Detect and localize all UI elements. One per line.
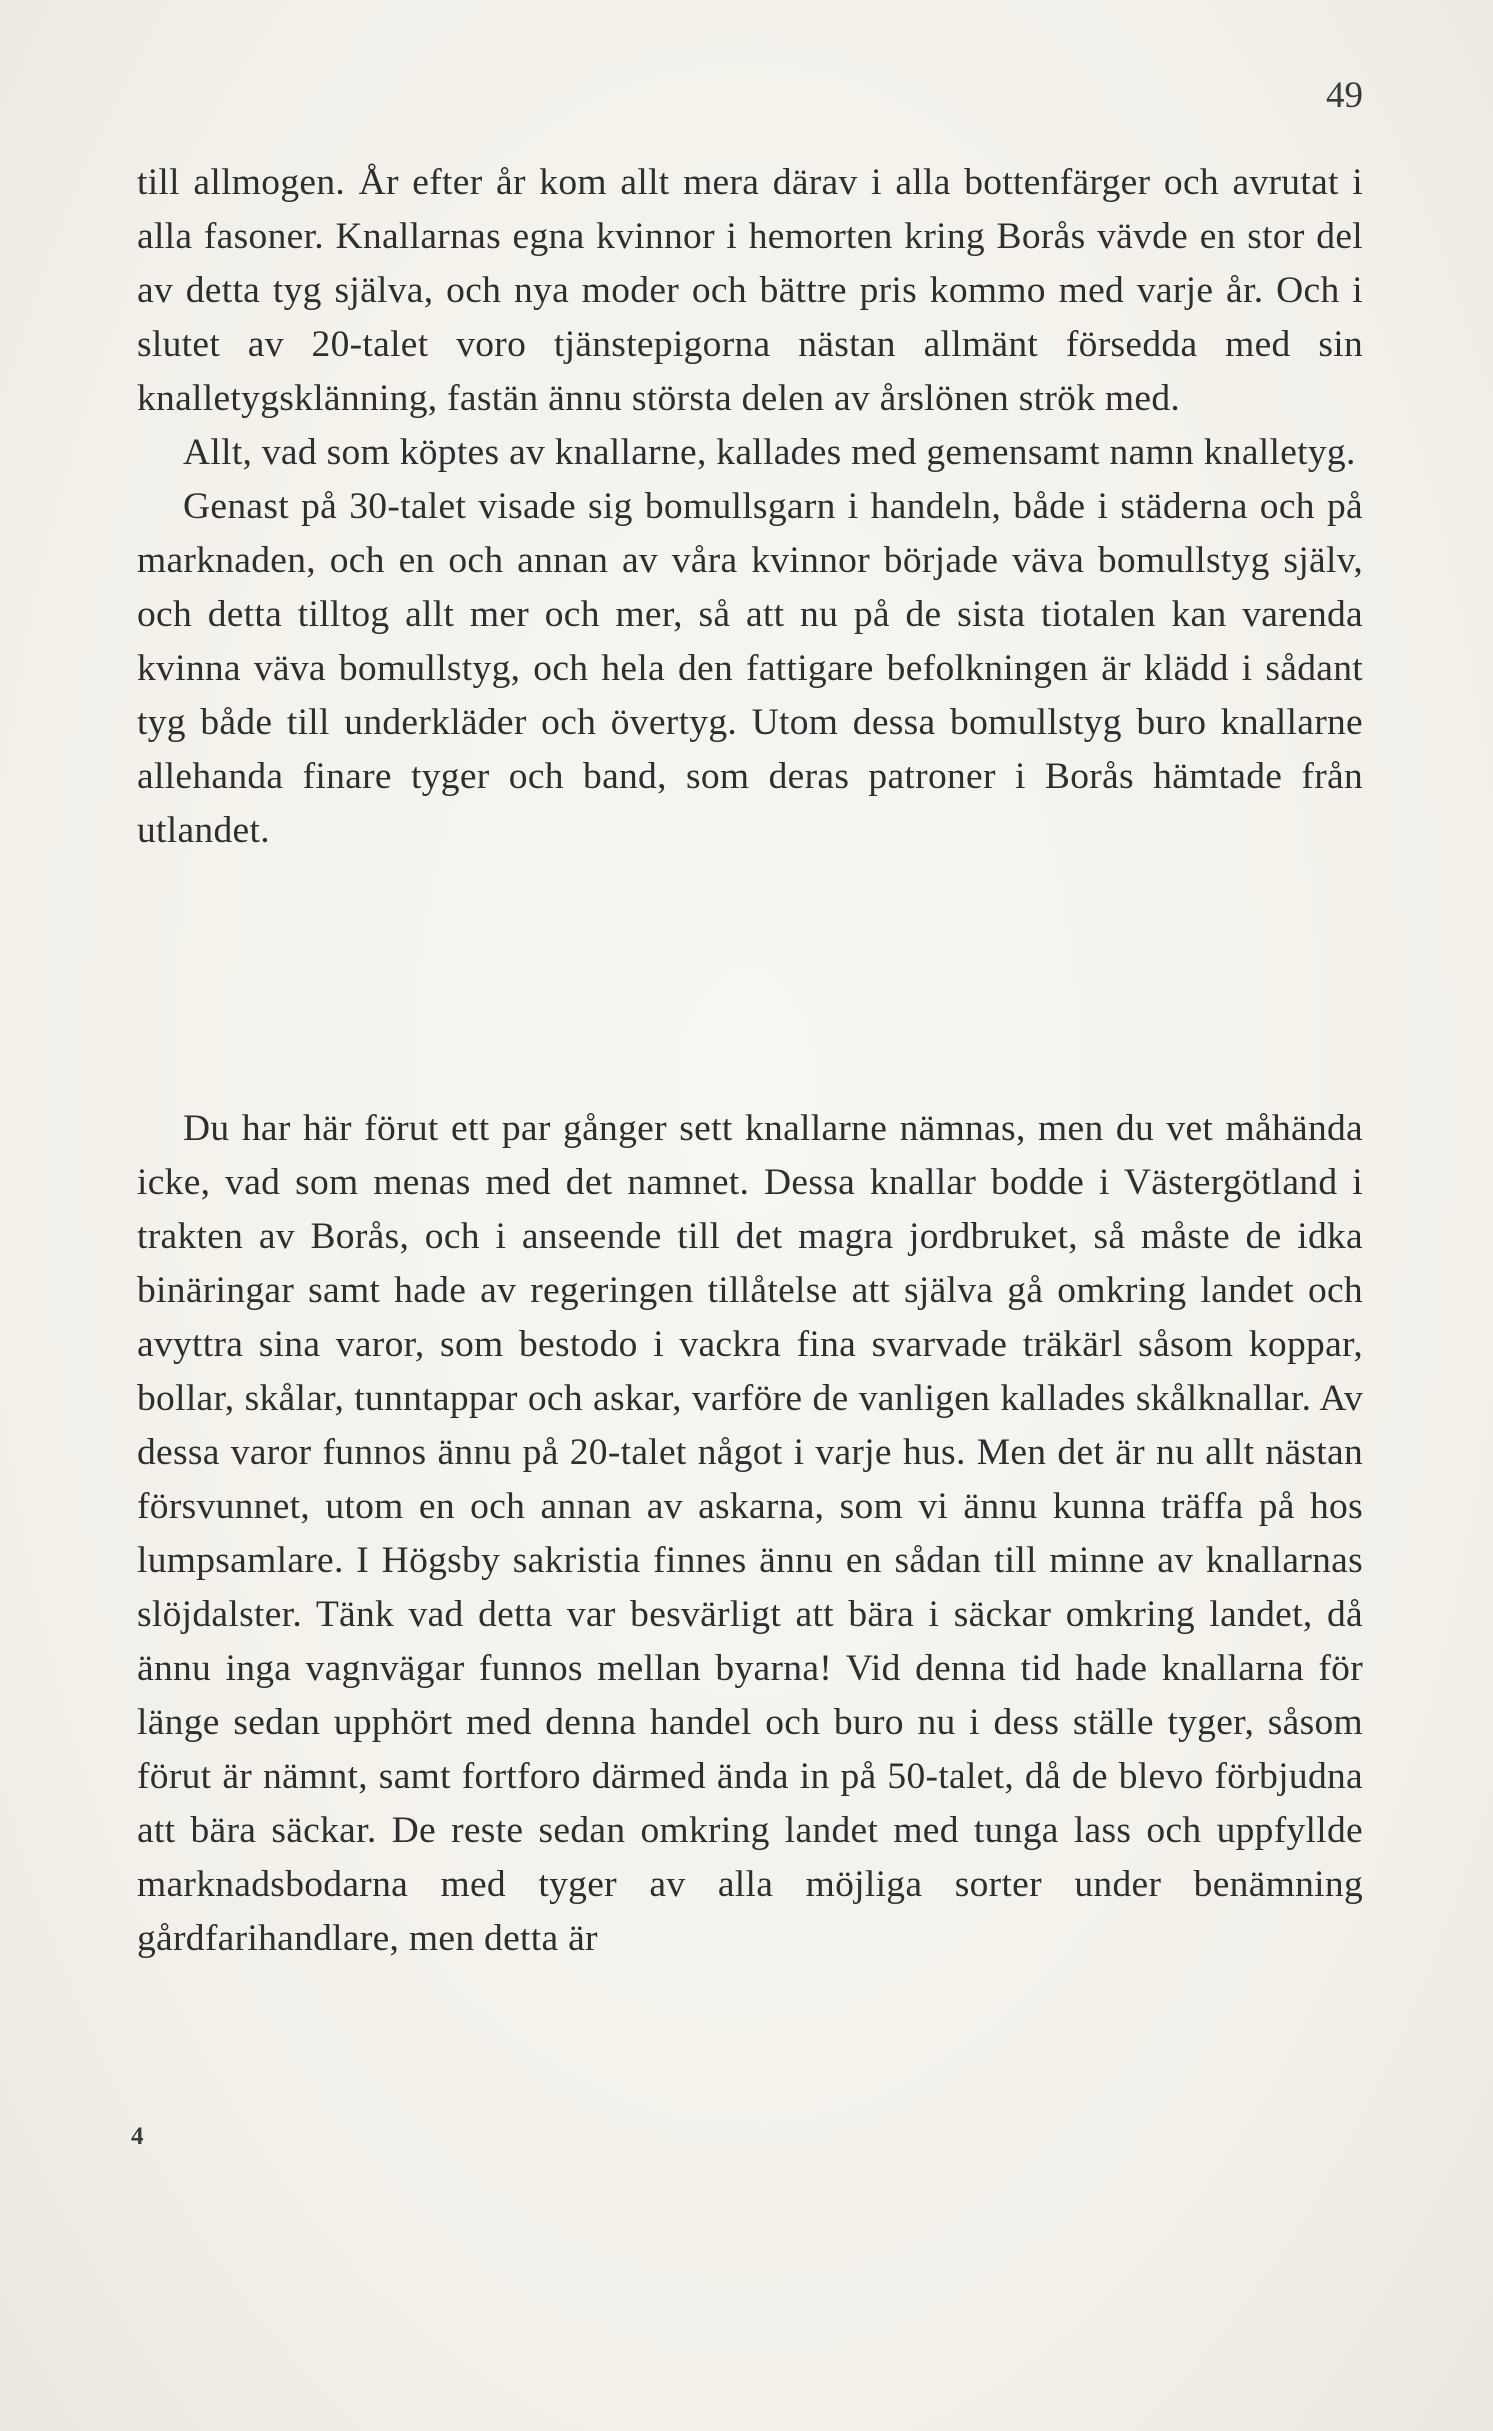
text-section-1 bbox=[137, 156, 1363, 858]
paragraph: Genast på 30-talet visade sig bomullsgarn i handeln, både i städerna och på marknaden, och en och annan av våra kvinnor började väva bomullstyg själv, och detta tilltog allt mer och mer, så att nu på de sista tiotalen kan varenda kvinna väva bomullstyg, och hela den fattigare befolkningen är klädd i sådant tyg både till underkläder och övertyg. Utom dessa bomullstyg buro knallarne allehanda finare tyger och band, som deras patroner i Borås hämtade från utlandet. bbox=[137, 486, 1363, 851]
text-section-2 bbox=[137, 1102, 1363, 1966]
signature-mark: 4 bbox=[131, 2123, 144, 2150]
paragraph: till allmogen. År efter år kom allt mera därav i alla bottenfärger och avrutat i alla fasoner. Knallarnas egna kvinnor i hemorten kring Borås vävde en stor del av detta tyg själva, och nya moder och bättre pris kommo med varje år. Och i slutet av 20-talet voro tjänstepigorna nästan allmänt försedda med sin knalletygsklänning, fastän ännu största delen av årslönen strök med. bbox=[137, 162, 1363, 419]
paragraph: Du har här förut ett par gånger sett knallarne nämnas, men du vet måhända icke, vad som menas med det namnet. Dessa knallar bodde i Västergötland i trakten av Borås, och i anseende till det magra jordbruket, så måste de idka binäringar samt hade av regeringen tillåtelse att själva gå omkring landet och avyttra sina varor, som bestodo i vackra fina svarvade träkärl såsom koppar, bollar, skålar, tunntappar och askar, varföre de vanligen kallades skålknallar. Av dessa varor funnos ännu på 20-talet något i varje hus. Men det är nu allt nästan försvunnet, utom en och annan av askarna, som vi ännu kunna träffa på hos lumpsamlare. I Högsby sakristia finnes ännu en sådan till minne av knallarnas slöjdalster. Tänk vad detta var besvärligt att bära i säckar omkring landet, då ännu inga vagnvägar funnos mellan byarna! Vid denna tid hade knallarna för länge sedan upphört med denna handel och buro nu i dess ställe tyger, såsom förut är nämnt, samt fortforo därmed ända in på 50-talet, då de blevo förbjudna att bära säckar. De reste sedan omkring landet med tunga lass och uppfyllde marknadsbodarna med tyger av alla möjliga sorter under benämning gårdfarihandlare, men detta är bbox=[137, 1108, 1363, 1959]
paragraph: Allt, vad som köptes av knallarne, kallades med gemensamt namn knalletyg. bbox=[183, 432, 1356, 473]
page-number: 49 bbox=[1326, 75, 1363, 116]
